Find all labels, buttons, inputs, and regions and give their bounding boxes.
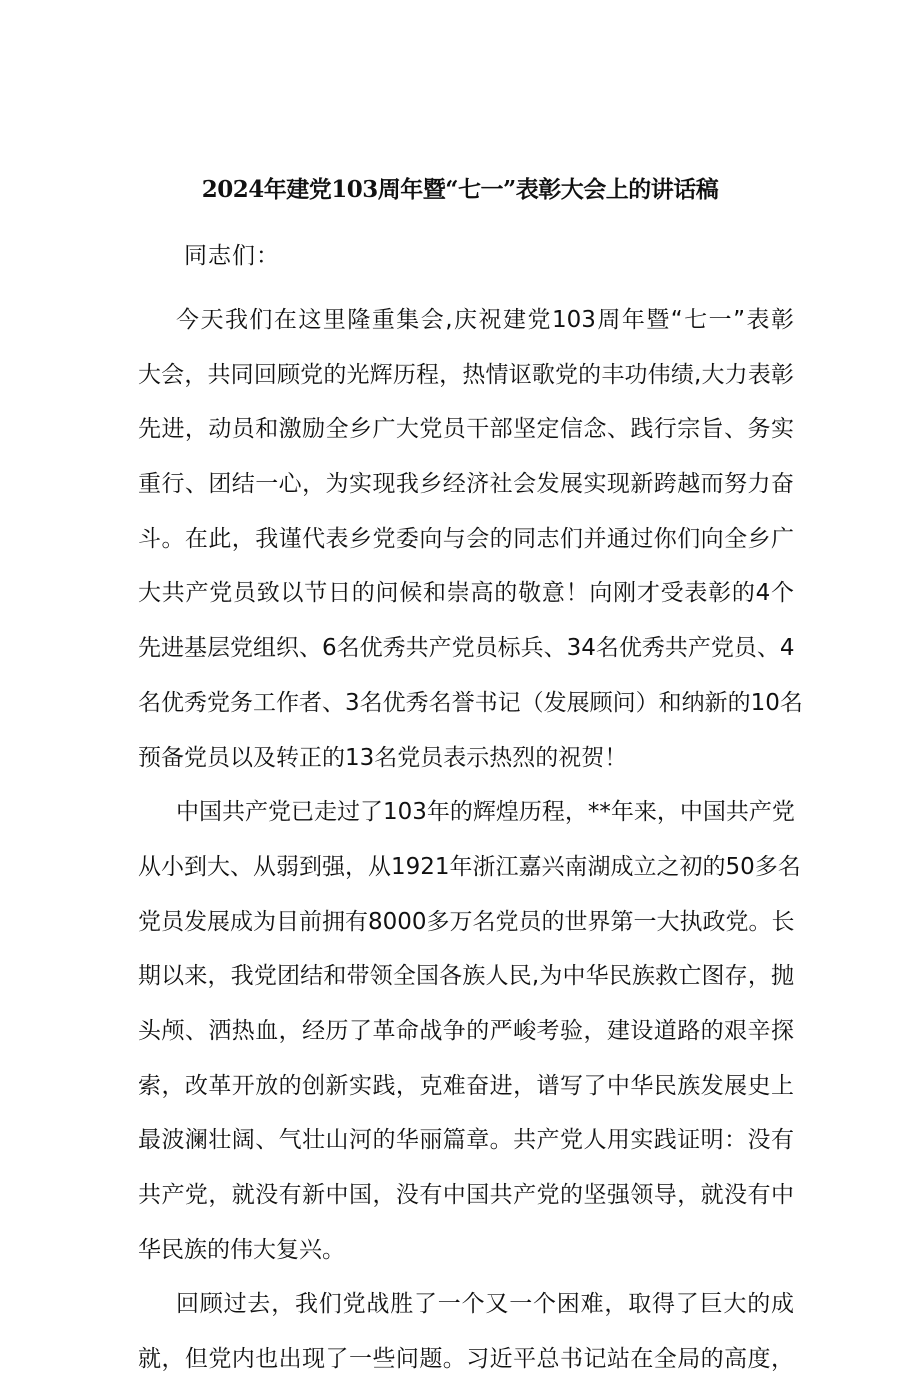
text-line: 从小到大、从弱到强，从1921年浙江嘉兴南湖成立之初的50多名 <box>138 853 801 880</box>
paragraph-2 <box>138 785 801 1277</box>
text-line: 重行、团结一心，为实现我乡经济社会发展实现新跨越而努力奋 <box>138 471 794 498</box>
text-line: 斗。在此，我谨代表乡党委向与会的同志们并通过你们向全乡广 <box>138 525 794 552</box>
text-line: 预备党员以及转正的13名党员表示热烈的祝贺！ <box>138 744 628 771</box>
text-line: 索，改革开放的创新实践，克难奋进，谱写了中华民族发展史上 <box>138 1072 794 1099</box>
text-line: 名优秀党务工作者、3名优秀名誉书记（发展顾问）和纳新的10名 <box>138 689 803 716</box>
text-line: 期以来，我党团结和带领全国各族人民,为中华民族救亡图存，抛 <box>138 963 794 990</box>
paragraph-3 <box>138 1277 794 1386</box>
text-line: 党员发展成为目前拥有8000多万名党员的世界第一大执政党。长 <box>138 908 795 935</box>
text-line: 先进，动员和激励全乡广大党员干部坚定信念、践行宗旨、务实 <box>138 416 794 443</box>
text-line: 先进基层党组织、6名优秀共产党员标兵、34名优秀共产党员、4 <box>138 635 795 662</box>
text-line: 大共产党员致以节日的问候和崇高的敬意！向刚才受表彰的4个 <box>138 580 794 607</box>
text-line: 回顾过去，我们党战胜了一个又一个困难，取得了巨大的成 <box>176 1291 794 1318</box>
document-title: 2024年建党103周年暨“七一”表彰大会上的讲话稿 <box>201 176 719 203</box>
text-line: 华民族的伟大复兴。 <box>138 1236 345 1263</box>
text-line: 共产党，就没有新中国，没有中国共产党的坚强领导，就没有中 <box>138 1182 794 1208</box>
text-line: 中国共产党已走过了103年的辉煌历程，**年来，中国共产党 <box>176 799 795 826</box>
text-line: 就，但党内也出现了一些问题。习近平总书记站在全局的高度， <box>138 1346 794 1373</box>
text-line: 今天我们在这里隆重集会,庆祝建党103周年暨“七一”表彰 <box>176 307 794 333</box>
paragraph-1 <box>138 293 803 785</box>
text-line: 头颅、洒热血，经历了革命战争的严峻考验，建设道路的艰辛探 <box>138 1017 794 1044</box>
text-line: 最波澜壮阔、气壮山河的华丽篇章。共产党人用实践证明：没有 <box>138 1127 794 1154</box>
document-body <box>138 236 803 1387</box>
salutation: 同志们： <box>184 243 280 269</box>
text-line: 大会，共同回顾党的光辉历程，热情讴歌党的丰功伟绩,大力表彰 <box>138 361 794 388</box>
